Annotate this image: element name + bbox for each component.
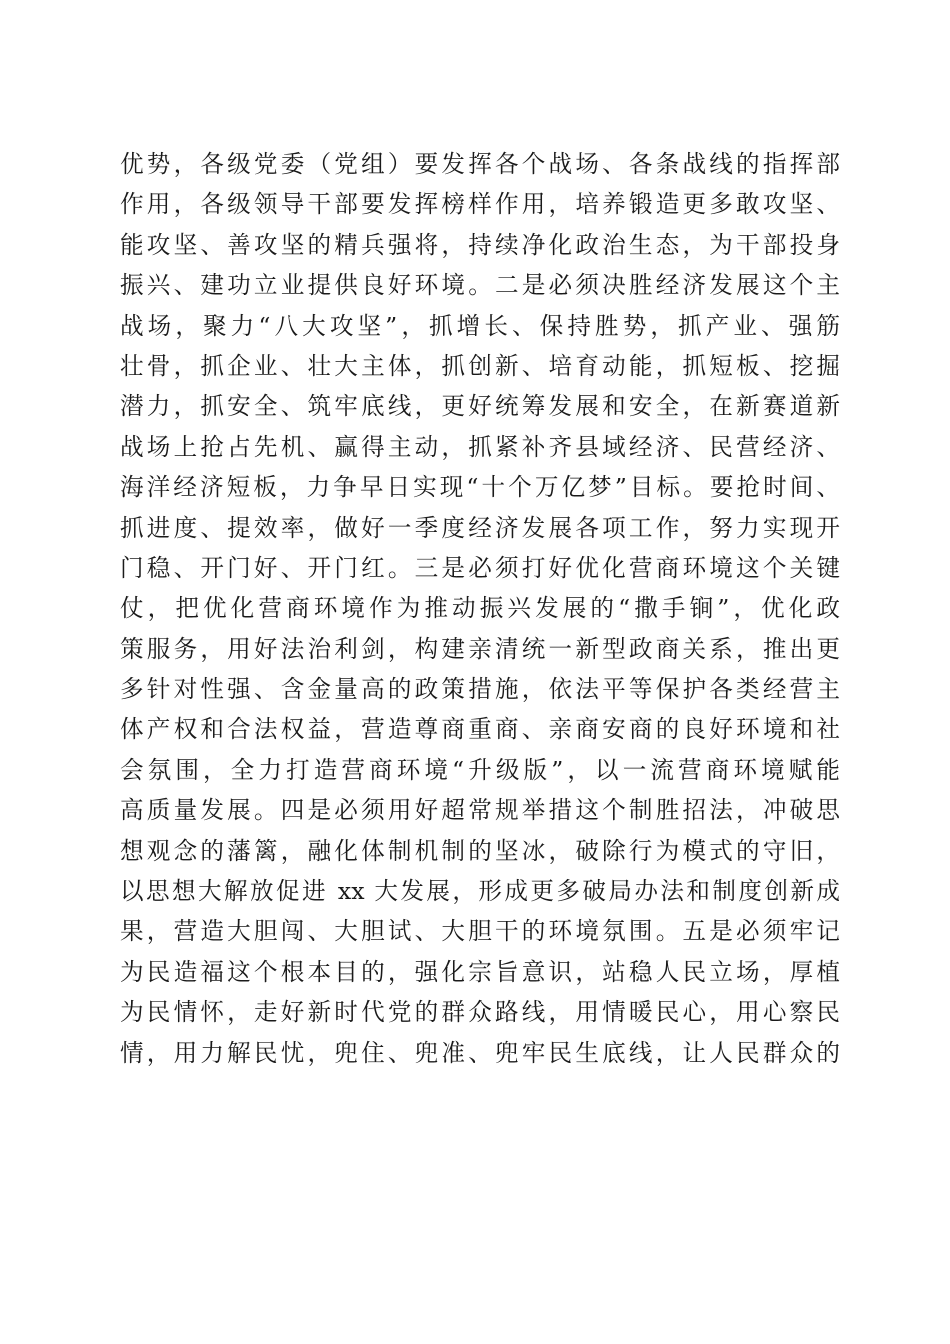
text-line: 优势，各级党委（党组）要发挥各个战场、各条战线的指挥部 bbox=[120, 150, 840, 178]
text-line: 策服务，用好法治利剑，构建亲清统一新型政商关系，推出更 bbox=[120, 634, 840, 663]
text-line: 为民情怀，走好新时代党的群众路线，用情暖民心，用心察民 bbox=[120, 998, 840, 1027]
body-paragraph bbox=[120, 144, 840, 1073]
text-line: 仗，把优化营商环境作为推动振兴发展的“撒手锏”，优化政 bbox=[120, 594, 840, 623]
text-line: 多针对性强、含金量高的政策措施，依法平等保护各类经营主 bbox=[120, 675, 840, 704]
text-line: 壮骨，抓企业、壮大主体，抓创新、培育动能，抓短板、挖掘 bbox=[120, 351, 840, 380]
text-line: 战场上抢占先机、赢得主动，抓紧补齐县域经济、民营经济、 bbox=[120, 432, 840, 461]
text-line: 体产权和合法权益，营造尊商重商、亲商安商的良好环境和社 bbox=[120, 715, 840, 744]
text-line: 会氛围，全力打造营商环境“升级版”，以一流营商环境赋能 bbox=[120, 755, 840, 784]
text-line: 以思想大解放促进 xx 大发展，形成更多破局办法和制度创新成 bbox=[120, 877, 840, 906]
text-line: 情，用力解民忧，兜住、兜准、兜牢民生底线，让人民群众的 bbox=[120, 1038, 840, 1067]
text-line: 果，营造大胆闯、大胆试、大胆干的环境氛围。五是必须牢记 bbox=[120, 917, 840, 946]
text-line: 想观念的藩篱，融化体制机制的坚冰，破除行为模式的守旧， bbox=[120, 836, 840, 865]
text-line: 战场，聚力“八大攻坚”，抓增长、保持胜势，抓产业、强筋 bbox=[120, 311, 840, 340]
text-line: 海洋经济短板，力争早日实现“十个万亿梦”目标。要抢时间、 bbox=[120, 473, 840, 502]
text-line: 门稳、开门好、开门红。三是必须打好优化营商环境这个关键 bbox=[120, 553, 840, 582]
text-line: 振兴、建功立业提供良好环境。二是必须决胜经济发展这个主 bbox=[120, 271, 840, 300]
text-line: 潜力，抓安全、筑牢底线，更好统筹发展和安全，在新赛道新 bbox=[120, 392, 840, 421]
text-line: 高质量发展。四是必须用好超常规举措这个制胜招法，冲破思 bbox=[120, 796, 840, 825]
text-line: 为民造福这个根本目的，强化宗旨意识，站稳人民立场，厚植 bbox=[120, 957, 840, 986]
text-line: 抓进度、提效率，做好一季度经济发展各项工作，努力实现开 bbox=[120, 513, 840, 542]
text-line: 能攻坚、善攻坚的精兵强将，持续净化政治生态，为干部投身 bbox=[120, 230, 840, 259]
text-line: 作用，各级领导干部要发挥榜样作用，培养锻造更多敢攻坚、 bbox=[120, 190, 840, 219]
